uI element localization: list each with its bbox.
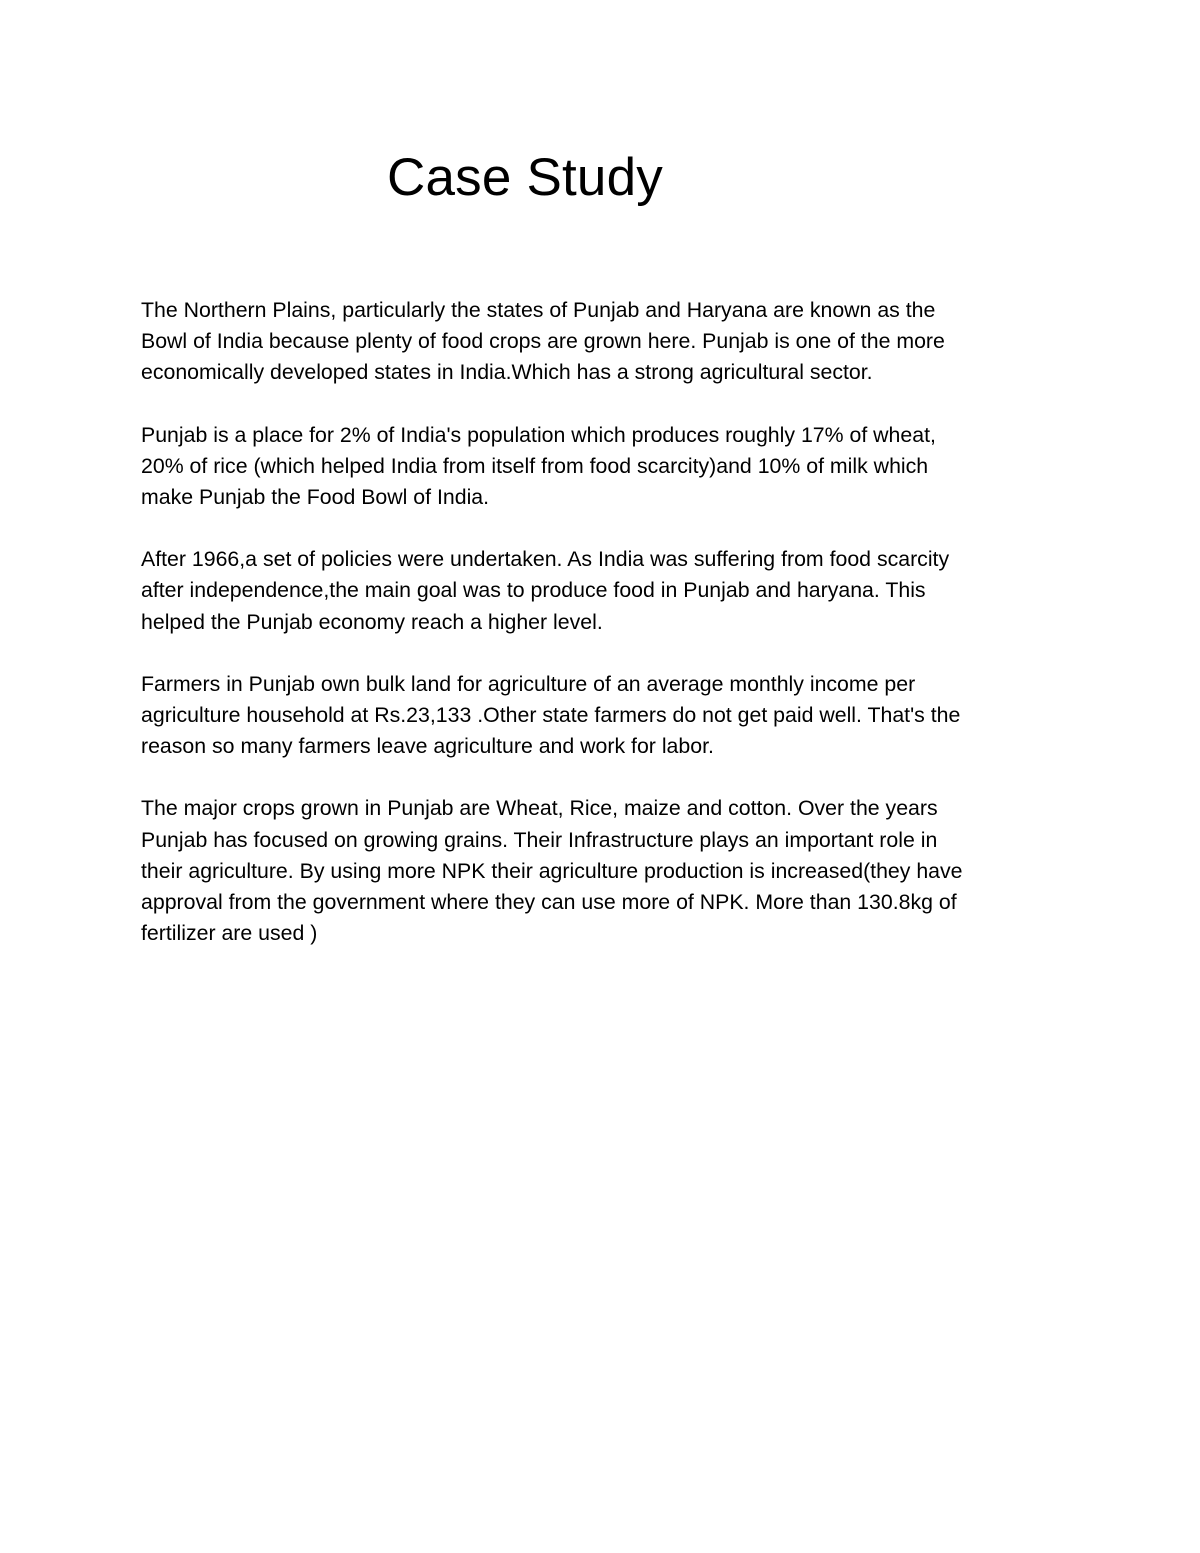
paragraph-line: approval from the government where they can use more of NPK. More than 130.8kg of xyxy=(141,890,957,915)
paragraph-line: 20% of rice (which helped India from itself from food scarcity)and 10% of milk which xyxy=(141,453,929,478)
paragraph-farmers xyxy=(141,669,1081,763)
paragraph-population xyxy=(141,420,1081,514)
paragraph-line: Bowl of India because plenty of food crops are grown here. Punjab is one of the more xyxy=(141,329,945,354)
paragraph-line: Punjab has focused on growing grains. Their Infrastructure plays an important role in xyxy=(141,827,938,852)
paragraph-line: agriculture household at Rs.23,133 .Other state farmers do not get paid well. That's the xyxy=(141,703,961,728)
paragraph-line: their agriculture. By using more NPK their agriculture production is increased(they have xyxy=(141,858,963,883)
paragraph-line: The Northern Plains, particularly the states of Punjab and Haryana are known as the xyxy=(141,298,936,322)
paragraph-line: helped the Punjab economy reach a higher level. xyxy=(141,609,603,634)
paragraph-intro xyxy=(141,295,1081,389)
paragraph-policies xyxy=(141,544,1081,638)
paragraph-line: reason so many farmers leave agriculture and work for labor. xyxy=(141,734,714,759)
paragraph-line: Farmers in Punjab own bulk land for agriculture of an average monthly income per xyxy=(141,671,916,696)
paragraph-line: Punjab is a place for 2% of India's population which produces roughly 17% of wheat, xyxy=(141,422,936,447)
paragraph-line: fertilizer are used ) xyxy=(141,921,318,946)
paragraph-line: After 1966,a set of policies were undertaken. As India was suffering from food scarcity xyxy=(141,547,950,572)
paragraph-line: The major crops grown in Punjab are Wheat, Rice, maize and cotton. Over the years xyxy=(141,796,938,821)
document-body xyxy=(141,295,1081,980)
paragraph-line: economically developed states in India.Which has a strong agricultural sector. xyxy=(141,360,873,385)
paragraph-crops xyxy=(141,793,1081,949)
paragraph-line: make Punjab the Food Bowl of India. xyxy=(141,485,490,510)
page-title: Case Study xyxy=(387,148,663,207)
paragraph-line: after independence,the main goal was to produce food in Punjab and haryana. This xyxy=(141,578,926,603)
